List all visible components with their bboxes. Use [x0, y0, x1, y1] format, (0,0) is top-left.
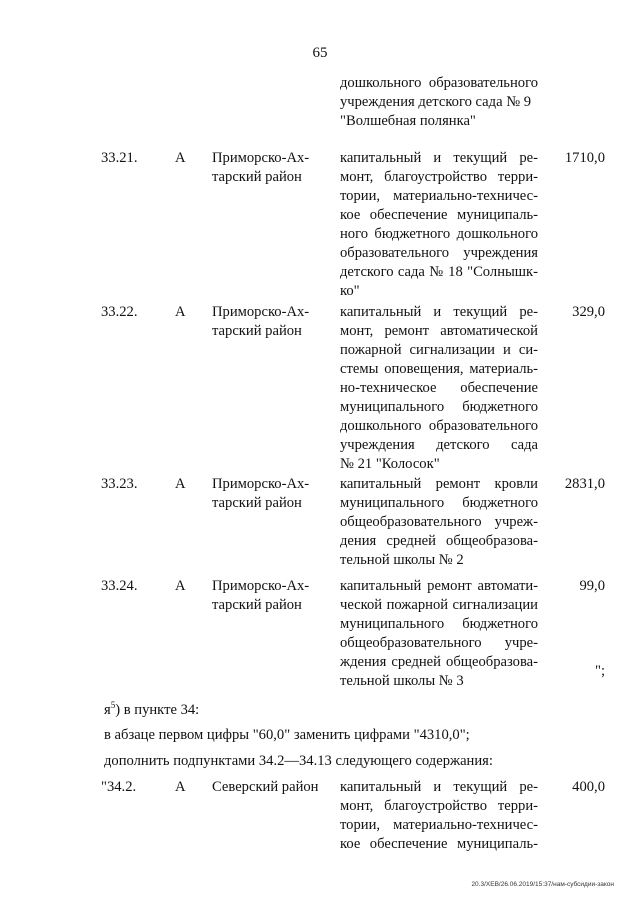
desc-line: капитальный и текущий ре- — [340, 779, 538, 795]
row-amount: 1710,0 — [564, 150, 605, 166]
row-category: А — [175, 779, 186, 795]
district-line: Приморско-Ах- — [212, 578, 310, 594]
desc-line: ного бюджетного дошкольного — [340, 226, 538, 242]
row-amount: 99,0 — [579, 578, 605, 594]
row-description — [340, 303, 538, 474]
desc-line: дения средней общеобразова- — [340, 533, 538, 549]
district-line: Приморско-Ах- — [212, 476, 310, 492]
paragraph-subitem — [104, 701, 199, 720]
desc-line: учреждения детского сада — [340, 437, 538, 453]
desc-line: дошкольного образовательного — [340, 418, 538, 434]
desc-line: дошкольного образовательного — [340, 75, 538, 91]
district-line: Приморско-Ах- — [212, 304, 310, 320]
desc-line: капитальный и текущий ре- — [340, 150, 538, 166]
paragraph-add: дополнить подпунктами 34.2—34.13 следующего содержания: — [104, 753, 493, 769]
desc-line: капитальный ремонт автомати- — [340, 578, 538, 594]
desc-line: № 21 "Колосок" — [340, 456, 440, 472]
desc-line: детского сада № 18 "Солнышк- — [340, 264, 538, 280]
row-number: 33.24. — [101, 578, 138, 594]
row-category: А — [175, 476, 186, 492]
desc-line: капитальный ремонт кровли — [340, 476, 538, 492]
closing-quote: "; — [594, 663, 605, 679]
paragraph-replace: в абзаце первом цифры "60,0" заменить цифрами "4310,0"; — [104, 727, 470, 743]
desc-line: монт, ремонт автоматической — [340, 323, 538, 339]
row-amount: 400,0 — [572, 779, 605, 795]
footer-file-stamp: 20.3/XEB/26.06.2019/15:37/нам-субсидии-закон — [471, 881, 614, 888]
row-category: А — [175, 578, 186, 594]
desc-line: общеобразовательного учреж- — [340, 514, 538, 530]
district-line: тарский район — [212, 323, 302, 339]
desc-line: стемы оповещения, материаль- — [340, 361, 538, 377]
desc-line: муниципального бюджетного — [340, 495, 538, 511]
desc-line: тельной школы № 3 — [340, 673, 464, 689]
desc-line: кое обеспечение муниципаль- — [340, 207, 538, 223]
row-district — [212, 778, 319, 797]
row-category: А — [175, 150, 186, 166]
desc-line: но-техническое обеспечение — [340, 380, 538, 396]
row-amount: 2831,0 — [564, 476, 605, 492]
district-line: Приморско-Ах- — [212, 150, 310, 166]
desc-line: муниципального бюджетного — [340, 616, 538, 632]
page-number: 65 — [312, 45, 328, 61]
row-district — [212, 303, 309, 341]
district-line: тарский район — [212, 169, 302, 185]
desc-line: учреждения детского сада № 9 — [340, 94, 532, 110]
desc-line: ко" — [340, 283, 360, 299]
row-description — [340, 577, 538, 691]
desc-line: ждения средней общеобразова- — [340, 654, 538, 670]
desc-line: монт, благоустройство терри- — [340, 798, 538, 814]
subitem-letter: я — [104, 702, 111, 718]
row-number: "34.2. — [101, 779, 137, 795]
desc-line: муниципального бюджетного — [340, 399, 538, 415]
row-category: А — [175, 304, 186, 320]
row-description — [340, 778, 538, 854]
row-description — [340, 149, 538, 301]
row-number: 33.22. — [101, 304, 138, 320]
district-line: тарский район — [212, 597, 302, 613]
desc-line: кое обеспечение муниципаль- — [340, 836, 538, 852]
desc-line: общеобразовательного учре- — [340, 635, 538, 651]
desc-line: монт, благоустройство терри- — [340, 169, 538, 185]
desc-line: капитальный и текущий ре- — [340, 304, 538, 320]
desc-line: тории, материально-техничес- — [340, 188, 538, 204]
row-district — [212, 149, 309, 187]
row-district — [212, 577, 309, 615]
desc-line: пожарной сигнализации и си- — [340, 342, 538, 358]
desc-line: образовательного учреждения — [340, 245, 538, 261]
desc-line: тельной школы № 2 — [340, 552, 464, 568]
district-line: тарский район — [212, 495, 302, 511]
desc-line: "Волшебная полянка" — [340, 113, 476, 129]
row-number: 33.23. — [101, 476, 138, 492]
row-description — [340, 475, 538, 570]
subitem-text: ) в пункте 34: — [115, 702, 200, 718]
superscript: 5 — [110, 700, 116, 711]
district-line: Северский район — [212, 779, 319, 795]
desc-line: тории, материально-техничес- — [340, 817, 538, 833]
row-amount: 329,0 — [572, 304, 605, 320]
continuation-description — [340, 74, 538, 131]
row-number: 33.21. — [101, 150, 138, 166]
row-district — [212, 475, 309, 513]
desc-line: ческой пожарной сигнализации — [340, 597, 538, 613]
